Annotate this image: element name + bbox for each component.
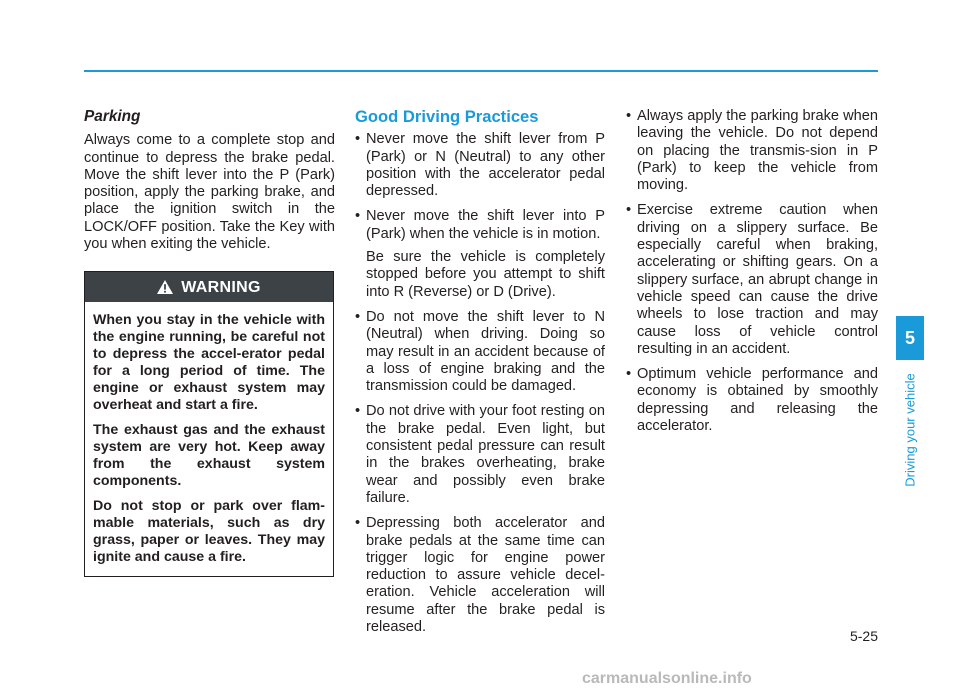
chapter-number: 5 [904, 327, 915, 348]
warning-title: WARNING [181, 278, 261, 296]
page-number: 5-25 [849, 628, 878, 644]
parking-body: Always come to a complete stop and continue to depress the brake pedal. Move the shift lever into the P (Park) position, apply the parking brake, and place the ignition switch in the LOCK/OFF position. Take the Key with you when exiting the vehicle. [84, 132, 335, 253]
list-item [355, 403, 605, 507]
warning-body [85, 302, 333, 576]
list-item [355, 131, 605, 200]
chapter-tab [896, 316, 924, 360]
list-item-subparagraph: Be sure the vehicle is completely stopped before you attempt to shift into R (Reverse) or D (Drive). [366, 249, 605, 300]
warning-paragraph: The exhaust gas and the exhaust system are very hot. Keep away from the exhaust system components. [93, 422, 325, 490]
top-rule [84, 70, 878, 72]
warning-paragraph: When you stay in the vehicle with the engine running, be careful not to depress the accel-erator pedal for a long period of time. The engine or exhaust system may overheat and start a fire. [93, 312, 325, 414]
good-driving-list-2 [626, 108, 878, 435]
list-item-text: Never move the shift lever into P (Park) when the vehicle is in motion. [366, 208, 605, 242]
column-left [84, 108, 335, 577]
warning-paragraph: Do not stop or park over flam-mable materials, such as dry grass, paper or leaves. They may ignite and cause a fire. [93, 498, 325, 566]
column-right [626, 108, 878, 443]
list-item-text: Do not drive with your foot resting on the brake pedal. Even light, but consistent pedal pressure can result in the brakes overheating, brake wear and possibly even brake failure. [366, 403, 605, 506]
chapter-title: Driving your vehicle [902, 373, 918, 487]
parking-heading: Parking [84, 108, 141, 125]
list-item [355, 309, 605, 395]
list-item [626, 108, 878, 194]
list-item [355, 208, 605, 300]
list-item [626, 202, 878, 358]
warning-header [85, 272, 333, 302]
warning-box [84, 271, 334, 577]
list-item [626, 366, 878, 435]
warning-triangle-icon [157, 280, 173, 294]
list-item-text: Exercise extreme caution when driving on a slippery surface. Be especially careful when braking, accelerating or shifting gears. On a slippery surface, an abrupt change in vehicle speed can cause the drive wheels to lose traction and may cause loss of vehicle control resulting in an accident. [637, 202, 878, 357]
good-driving-list-1 [355, 131, 605, 636]
watermark: carmanualsonline.info [582, 670, 752, 687]
list-item-text: Optimum vehicle performance and economy is obtained by smoothly depressing and releasing the accelerator. [637, 366, 878, 435]
list-item [355, 515, 605, 636]
list-item-text: Never move the shift lever from P (Park) or N (Neutral) to any other position with the accelerator pedal depressed. [366, 131, 605, 200]
good-driving-heading: Good Driving Practices [355, 107, 539, 126]
column-middle [355, 108, 605, 644]
list-item-text: Always apply the parking brake when leaving the vehicle. Do not depend on placing the transmis-sion in P (Park) to keep the vehicle from moving. [637, 108, 878, 194]
list-item-text: Depressing both accelerator and brake pedals at the same time can trigger logic for engine power reduction to assure vehicle decel-eration. Vehicle acceleration will resume after the brake pedal is released. [366, 515, 605, 636]
list-item-text: Do not move the shift lever to N (Neutral) when driving. Doing so may result in an accident because of a loss of engine braking and the transmission could be damaged. [366, 308, 605, 395]
